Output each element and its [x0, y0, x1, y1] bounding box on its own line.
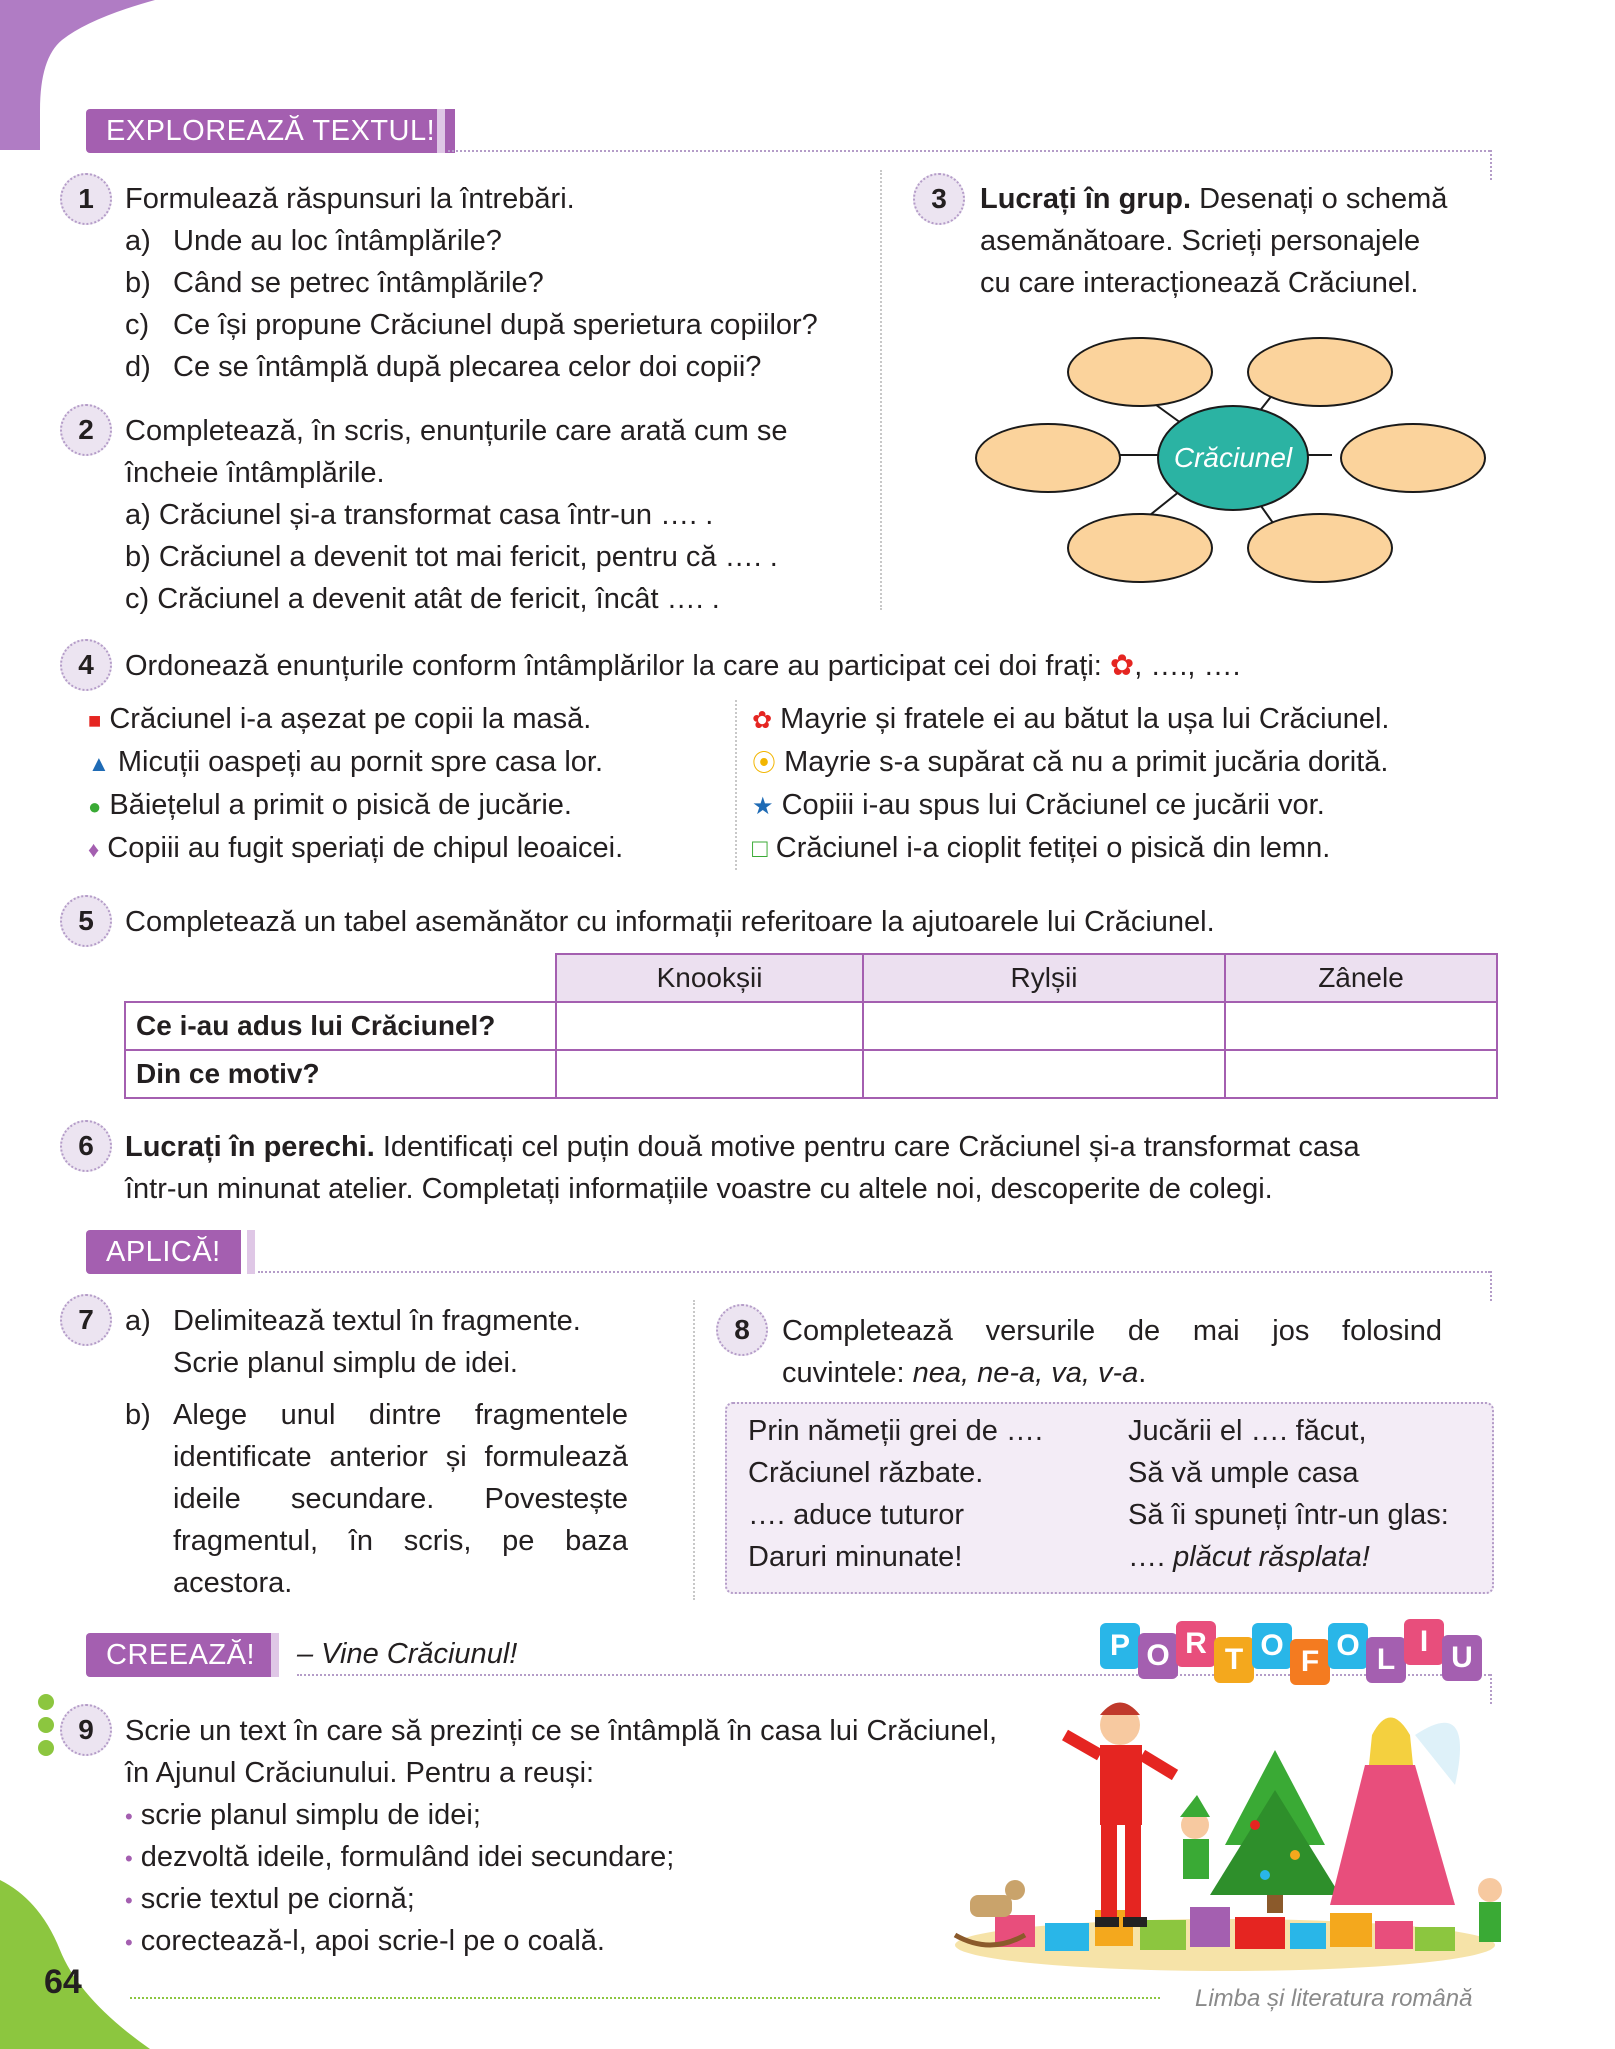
page-number: 64 [44, 1963, 82, 2001]
ex1-prompt: Formulează răspunsuri la întrebări. [125, 183, 575, 215]
christmas-workshop-illustration [935, 1695, 1520, 1975]
exercise-number: 8 [716, 1304, 768, 1356]
column-separator [880, 170, 882, 610]
ex6-line1: Lucrați în perechi. Identificați cel puțin două motive pentru care Crăciunel și-a transformat casa [125, 1131, 1360, 1163]
ex4-right-item: ⦿ Mayrie s-a supărat că nu a primit jucăria dorită. [752, 746, 1389, 778]
table-row-label: Ce i-au adus lui Crăciunel? [125, 1002, 556, 1050]
ex3-line1: Lucrați în grup. Desenați o schemă [980, 183, 1448, 215]
bullet-icon: • [125, 1888, 133, 1913]
exercise-number: 3 [913, 173, 965, 225]
table-cell[interactable] [1225, 1050, 1497, 1098]
scheme-oval-bottom-left [1067, 513, 1213, 583]
section-apply-title: APLICĂ! [86, 1230, 241, 1274]
table-corner [125, 954, 556, 1002]
table-header: Zânele [1225, 954, 1497, 1002]
exercise-number: 7 [60, 1294, 112, 1346]
bullet-icon: • [125, 1846, 133, 1871]
scheme-center: Crăciunel [1157, 405, 1309, 511]
scheme-oval-top-right [1247, 337, 1393, 407]
purple-diamond-icon: ♦ [88, 837, 100, 862]
exercise-number: 4 [60, 639, 112, 691]
portfolio-letter: U [1442, 1635, 1482, 1681]
ex4-left-item: ♦ Copiii au fugit speriați de chipul leoaicei. [88, 832, 624, 864]
ex2-item-a: a) Crăciunel și-a transformat casa într-un …. . [125, 499, 714, 531]
ex9-bullet: • scrie planul simplu de idei; [125, 1799, 481, 1831]
verse-right-line: …. plăcut răsplata! [1128, 1541, 1370, 1573]
verse-left-line: Daruri minunate! [748, 1541, 963, 1573]
verse-right-line: Să vă umple casa [1128, 1457, 1359, 1489]
green-square-outline-icon: □ [752, 833, 768, 863]
portfolio-letter: F [1290, 1639, 1330, 1685]
ex7-b-line: acestora. [173, 1567, 293, 1599]
ex6-line2: într-un minunat atelier. Completați informațiile voastre cu altele noi, descoperite de colegi. [125, 1173, 1273, 1205]
portfolio-badge [1100, 1615, 1480, 1695]
verse-left-line: Crăciunel răzbate. [748, 1457, 984, 1489]
portfolio-letter: R [1176, 1621, 1216, 1667]
column-separator [693, 1300, 695, 1600]
section-divider-end [1490, 1271, 1492, 1301]
table-cell[interactable] [863, 1002, 1225, 1050]
table-cell[interactable] [556, 1002, 863, 1050]
ex1-item-c: c) Ce își propune Crăciunel după sperietura copiilor? [125, 309, 818, 341]
table-header: Knookșii [556, 954, 863, 1002]
table-cell[interactable] [1225, 1002, 1497, 1050]
section-divider [258, 1271, 1490, 1273]
ex4-left-item: ▲ Micuții oaspeți au pornit spre casa lor. [88, 746, 604, 778]
ex9-bullet: • scrie textul pe ciornă; [125, 1883, 415, 1915]
exercise-number: 1 [60, 173, 112, 225]
flower-icon: ✿ [752, 707, 773, 734]
ex5-prompt: Completează un tabel asemănător cu informații referitoare la ajutoarele lui Crăciunel. [125, 906, 1215, 938]
section-create-title: CREEAZĂ! [86, 1633, 275, 1677]
ex4-left-item: ● Băiețelul a primit o pisică de jucărie. [88, 789, 572, 821]
scheme-oval-left [975, 423, 1121, 493]
verse-left-line: Prin nămeții grei de …. [748, 1415, 1043, 1447]
ex2-line2: încheie întâmplările. [125, 457, 385, 489]
exercise-number: 5 [60, 895, 112, 947]
ex9-line1: Scrie un text în care să prezinți ce se întâmplă în casa lui Crăciunel, [125, 1715, 998, 1747]
ex7-b-line: ideile secundare. Povestește [173, 1483, 628, 1515]
portfolio-letter: O [1138, 1633, 1178, 1679]
section-create-subtitle: – Vine Crăciunul! [297, 1638, 518, 1670]
ex7-a-line: Scrie planul simplu de idei. [173, 1347, 518, 1379]
ex8-line2: cuvintele: nea, ne-a, va, v-a. [782, 1357, 1147, 1389]
portfolio-letter: L [1366, 1637, 1406, 1683]
ex9-bullet: • dezvoltă ideile, formulând idei secundare; [125, 1841, 675, 1873]
collaboration-dots-icon [36, 1692, 60, 1758]
flower-icon: ✿ [1109, 650, 1135, 682]
blue-triangle-icon: ▲ [88, 751, 110, 776]
ex8-line1: Completează versurile de mai jos folosind [782, 1315, 1442, 1347]
scheme-oval-right [1340, 423, 1486, 493]
table-cell[interactable] [556, 1050, 863, 1098]
portfolio-letter: O [1328, 1623, 1368, 1669]
portfolio-letter: I [1404, 1619, 1444, 1665]
verse-right-line: Jucării el …. făcut, [1128, 1415, 1367, 1447]
footer-divider [130, 1997, 1160, 1999]
section-apply-bar [247, 1230, 255, 1274]
ex7-a-label: a) [125, 1305, 151, 1337]
verse-right-line: Să îi spuneți într-un glas: [1128, 1499, 1449, 1531]
portfolio-letter: T [1214, 1637, 1254, 1683]
ex7-b-line: identificate anterior și formulează [173, 1441, 628, 1473]
ex2-item-c: c) Crăciunel a devenit atât de fericit, încât …. . [125, 583, 720, 615]
table-cell[interactable] [863, 1050, 1225, 1098]
green-dot-icon: ● [88, 794, 102, 819]
ex4-right-item: □ Crăciunel i-a cioplit fetiței o pisică din lemn. [752, 832, 1331, 864]
ex1-item-d: d) Ce se întâmplă după plecarea celor doi copii? [125, 351, 762, 383]
ex7-a-line: Delimitează textul în fragmente. [173, 1305, 581, 1337]
ex4-right-item: ✿ Mayrie și fratele ei au bătut la ușa lui Crăciunel. [752, 703, 1390, 735]
red-square-icon: ■ [88, 708, 102, 733]
blue-star-icon: ★ [752, 793, 774, 820]
ex2-line1: Completează, în scris, enunțurile care arată cum se [125, 415, 788, 447]
footer-subject: Limba și literatura română [1195, 1985, 1473, 2012]
section-divider [448, 150, 1490, 152]
scheme-oval-top-left [1067, 337, 1213, 407]
ex4-right-item: ★ Copiii i-au spus lui Crăciunel ce jucării vor. [752, 789, 1325, 821]
yellow-target-icon: ⦿ [752, 750, 776, 777]
portfolio-letter: P [1100, 1623, 1140, 1669]
ex7-b-label: b) [125, 1399, 151, 1431]
section-divider-end [1490, 150, 1492, 180]
section-explore-title: EXPLOREAZĂ TEXTUL! [86, 109, 455, 153]
ex3-line2: asemănătoare. Scrieți personajele [980, 225, 1421, 257]
bullet-icon: • [125, 1930, 133, 1955]
ex9-line2: în Ajunul Crăciunului. Pentru a reuși: [125, 1757, 595, 1789]
verse-left-line: …. aduce tuturor [748, 1499, 964, 1531]
ex7-b-line: Alege unul dintre fragmentele [173, 1399, 628, 1431]
ex9-bullet: • corectează-l, apoi scrie-l pe o coală. [125, 1925, 605, 1957]
ex2-item-b: b) Crăciunel a devenit tot mai fericit, pentru că …. . [125, 541, 778, 573]
ex1-item-b: b) Când se petrec întâmplările? [125, 267, 544, 299]
ex5-table [124, 953, 1498, 1099]
ex1-item-a: a) Unde au loc întâmplările? [125, 225, 502, 257]
ex3-line3: cu care interacționează Crăciunel. [980, 267, 1419, 299]
exercise-number: 6 [60, 1120, 112, 1172]
column-separator [735, 700, 737, 870]
section-explore-bar [437, 109, 445, 153]
ex4-left-item: ■ Crăciunel i-a așezat pe copii la masă. [88, 703, 592, 735]
portfolio-letter: O [1252, 1623, 1292, 1669]
table-row-label: Din ce motiv? [125, 1050, 556, 1098]
ex7-b-line: fragmentul, în scris, pe baza [173, 1525, 628, 1557]
scheme-oval-bottom-right [1247, 513, 1393, 583]
table-header: Rylșii [863, 954, 1225, 1002]
exercise-number: 2 [60, 404, 112, 456]
bullet-icon: • [125, 1804, 133, 1829]
section-create-bar [271, 1633, 279, 1677]
ex4-prompt: Ordonează enunțurile conform întâmplărilor la care au participat cei doi frați: ✿, …., …. [125, 650, 1241, 682]
exercise-number: 9 [60, 1704, 112, 1756]
